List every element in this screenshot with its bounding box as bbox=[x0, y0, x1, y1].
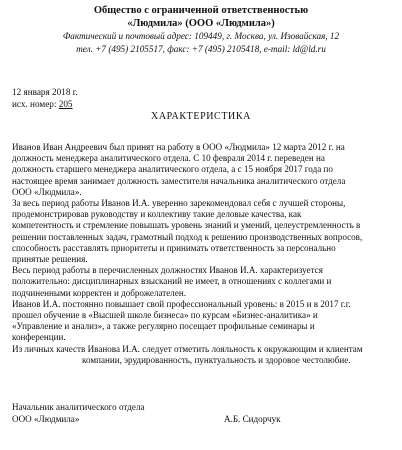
signatory-organization: ООО «Людмила» bbox=[12, 413, 80, 424]
document-number bbox=[12, 98, 78, 110]
document-title: ХАРАКТЕРИСТИКА bbox=[151, 111, 251, 122]
body-line: «Управление и анализ», а также регулярно посещает профильные семинары и bbox=[12, 321, 315, 332]
organization-header bbox=[0, 4, 402, 55]
body-line: подчиненными корректен и доброжелателен. bbox=[12, 287, 187, 298]
body-line: настоящее время занимает должность заместителя начальника аналитического отдела bbox=[12, 175, 346, 186]
body-line: Из личных качеств Иванова И.А. следует отметить лояльность к окружающим и клиентам bbox=[12, 343, 363, 354]
org-full-name: Общество с ограниченной ответственностью bbox=[93, 5, 309, 16]
org-contacts: тел. +7 (495) 2105517, факс: +7 (495) 2105418, e-mail: ld@ld.ru bbox=[76, 43, 326, 54]
body-line: Иванов И.А. постоянно повышает свой профессиональный уровень: в 2015 и в 2017 г.г. bbox=[12, 298, 351, 309]
body-line: прошел обучение в «Высшей школе бизнеса» по курсам «Бизнес-аналитика» и bbox=[12, 310, 318, 321]
signatory-position: Начальник аналитического отдела bbox=[12, 402, 145, 412]
body-line: Весь период работы в перечисленных должностях Иванов И.А. характеризуется bbox=[12, 265, 323, 276]
number-label: исх. номер: bbox=[12, 99, 57, 109]
body-line: За весь период работы Иванов И.А. уверенно зарекомендовал себя с лучшей стороны, bbox=[12, 198, 346, 209]
body-line: должность старшего менеджера аналитического отдела, а с 15 ноября 2017 года по bbox=[12, 164, 333, 175]
body-line: конференции. bbox=[12, 332, 66, 343]
body-line: решении поставленных задач, грамотный подход к решению производственных вопросов, bbox=[12, 231, 363, 242]
body-line: продемонстрировав руководству и коллективу такие деловые качества, как bbox=[12, 209, 302, 220]
document-body bbox=[12, 142, 392, 366]
body-line: принятые решения. bbox=[12, 254, 88, 265]
document-date: 12 января 2018 г. bbox=[12, 87, 78, 97]
body-line: должность менеджера аналитического отдела. С 10 февраля 2014 г. переведен на bbox=[12, 153, 325, 164]
body-line: способность расставлять приоритеты и принимать ответственность за персонально bbox=[12, 242, 336, 253]
org-short-name: «Людмила» (ООО «Людмила») bbox=[127, 18, 275, 29]
org-address: Фактический и почтовый адрес: 109449, г. Москва, ул. Изовайская, 12 bbox=[62, 31, 340, 41]
document-meta bbox=[12, 86, 78, 110]
signatory-name: А.Б. Сидорчук bbox=[224, 413, 281, 424]
body-line: положительно: дисциплинарных взысканий не имеет, в отношениях с коллегами и bbox=[12, 276, 332, 287]
body-line: ООО «Людмила». bbox=[12, 186, 82, 197]
signature-block bbox=[12, 402, 392, 425]
body-line: Иванов Иван Андреевич был принят на работу в ООО «Людмила» 12 марта 2012 г. на bbox=[12, 142, 345, 152]
number-value: 205 bbox=[58, 99, 73, 109]
body-line: компетентность и стремление повышать уровень знаний и умений, целеустремленность в bbox=[12, 220, 361, 231]
body-line: компании, эрудированность, пунктуальность и здоровое честолюбие. bbox=[82, 354, 351, 365]
